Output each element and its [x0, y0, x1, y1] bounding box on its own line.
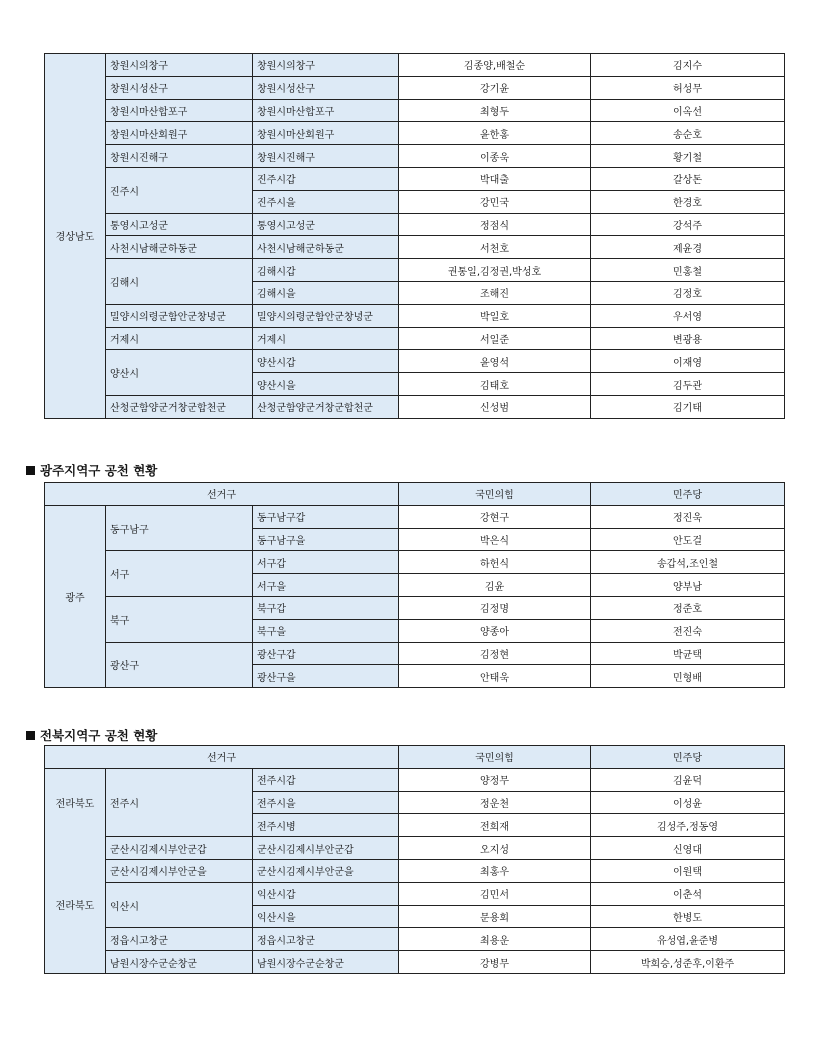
district-cell: 전주시갑 — [253, 768, 399, 791]
ppp-candidate-cell: 박일호 — [399, 304, 591, 327]
ppp-candidate-cell: 서일준 — [399, 327, 591, 350]
ppp-candidate-cell: 오지성 — [399, 837, 591, 860]
table-row — [45, 505, 785, 528]
dem-candidate-cell: 허성무 — [591, 76, 785, 99]
district-cell: 정읍시고창군 — [253, 928, 399, 951]
region-cell: 전라북도 — [45, 768, 106, 836]
ppp-candidate-cell: 신성범 — [399, 395, 591, 418]
ppp-candidate-cell: 정운천 — [399, 791, 591, 814]
district-cell: 익산시을 — [253, 905, 399, 928]
group-cell: 김해시 — [106, 259, 253, 305]
district-cell: 창원시마산합포구 — [253, 99, 399, 122]
table-row — [45, 122, 785, 145]
dem-candidate-cell: 전진숙 — [591, 619, 785, 642]
district-cell: 창원시마산회원구 — [253, 122, 399, 145]
district-cell: 창원시의창구 — [253, 54, 399, 77]
ppp-candidate-cell: 문용회 — [399, 905, 591, 928]
district-cell: 동구남구갑 — [253, 505, 399, 528]
ppp-candidate-cell: 권통일,김정권,박성호 — [399, 259, 591, 282]
header-district: 선거구 — [45, 746, 399, 769]
group-cell: 군산시김제시부안군갑 — [106, 837, 253, 860]
group-cell: 익산시 — [106, 882, 253, 928]
dem-candidate-cell: 민홍철 — [591, 259, 785, 282]
region-cell: 광주 — [45, 505, 106, 687]
table-row — [45, 304, 785, 327]
dem-candidate-cell: 김기태 — [591, 395, 785, 418]
dem-candidate-cell: 한경호 — [591, 190, 785, 213]
district-cell: 진주시을 — [253, 190, 399, 213]
table-row — [45, 236, 785, 259]
district-cell: 양산시을 — [253, 373, 399, 396]
ppp-candidate-cell: 강현구 — [399, 505, 591, 528]
district-cell: 산청군함양군거창군합천군 — [253, 395, 399, 418]
section-title-gwangju — [26, 461, 157, 479]
table-row — [45, 145, 785, 168]
group-cell: 동구남구 — [106, 505, 253, 551]
dem-candidate-cell: 김윤덕 — [591, 768, 785, 791]
group-cell: 양산시 — [106, 350, 253, 396]
district-cell: 거제시 — [253, 327, 399, 350]
district-cell: 남원시장수군순창군 — [253, 951, 399, 974]
ppp-candidate-cell: 윤한홍 — [399, 122, 591, 145]
dem-candidate-cell: 이재영 — [591, 350, 785, 373]
table-row — [45, 167, 785, 190]
ppp-candidate-cell: 김종양,배철순 — [399, 54, 591, 77]
dem-candidate-cell: 이원택 — [591, 859, 785, 882]
ppp-candidate-cell: 양종아 — [399, 619, 591, 642]
dem-candidate-cell: 제윤경 — [591, 236, 785, 259]
district-cell: 전주시병 — [253, 814, 399, 837]
dem-candidate-cell: 이춘석 — [591, 882, 785, 905]
district-cell: 군산시김제시부안군을 — [253, 859, 399, 882]
header-dem: 민주당 — [591, 483, 785, 506]
square-bullet-icon — [26, 466, 35, 475]
table-row — [45, 99, 785, 122]
section-title-text: 전북지역구 공천 현황 — [40, 728, 158, 743]
ppp-candidate-cell: 강기윤 — [399, 76, 591, 99]
gyeongnam-table — [44, 53, 785, 419]
group-cell: 창원시진해구 — [106, 145, 253, 168]
dem-candidate-cell: 양부남 — [591, 574, 785, 597]
district-cell: 광산구을 — [253, 665, 399, 688]
group-cell: 전주시 — [106, 768, 253, 836]
table-row — [45, 837, 785, 860]
jeonbuk-table — [44, 745, 785, 974]
group-cell: 거제시 — [106, 327, 253, 350]
district-cell: 익산시갑 — [253, 882, 399, 905]
ppp-candidate-cell: 양정무 — [399, 768, 591, 791]
district-cell: 양산시갑 — [253, 350, 399, 373]
district-cell: 김해시갑 — [253, 259, 399, 282]
ppp-candidate-cell: 박은식 — [399, 528, 591, 551]
dem-candidate-cell: 정준호 — [591, 596, 785, 619]
table-row — [45, 951, 785, 974]
group-cell: 통영시고성군 — [106, 213, 253, 236]
district-cell: 사천시남해군하동군 — [253, 236, 399, 259]
table-row — [45, 54, 785, 77]
group-cell: 군산시김제시부안군을 — [106, 859, 253, 882]
dem-candidate-cell: 우서영 — [591, 304, 785, 327]
district-cell: 진주시갑 — [253, 167, 399, 190]
dem-candidate-cell: 유성엽,윤준병 — [591, 928, 785, 951]
group-cell: 창원시의창구 — [106, 54, 253, 77]
table-header-row — [45, 746, 785, 769]
section-title-text: 광주지역구 공천 현황 — [40, 463, 158, 478]
ppp-candidate-cell: 하헌식 — [399, 551, 591, 574]
district-cell: 군산시김제시부안군갑 — [253, 837, 399, 860]
dem-candidate-cell: 김성주,정동영 — [591, 814, 785, 837]
ppp-candidate-cell: 김정현 — [399, 642, 591, 665]
group-cell: 서구 — [106, 551, 253, 597]
table-row — [45, 551, 785, 574]
ppp-candidate-cell: 김정명 — [399, 596, 591, 619]
ppp-candidate-cell: 최형두 — [399, 99, 591, 122]
ppp-candidate-cell: 안태욱 — [399, 665, 591, 688]
table-row — [45, 76, 785, 99]
ppp-candidate-cell: 윤영석 — [399, 350, 591, 373]
district-cell: 서구갑 — [253, 551, 399, 574]
ppp-candidate-cell: 전희재 — [399, 814, 591, 837]
dem-candidate-cell: 강석주 — [591, 213, 785, 236]
district-cell: 북구갑 — [253, 596, 399, 619]
district-cell: 광산구갑 — [253, 642, 399, 665]
group-cell: 사천시남해군하동군 — [106, 236, 253, 259]
district-cell: 동구남구을 — [253, 528, 399, 551]
ppp-candidate-cell: 김민서 — [399, 882, 591, 905]
section-title-jeonbuk — [26, 726, 157, 744]
group-cell: 창원시마산합포구 — [106, 99, 253, 122]
dem-candidate-cell: 김지수 — [591, 54, 785, 77]
ppp-candidate-cell: 최용운 — [399, 928, 591, 951]
gwangju-table — [44, 482, 785, 688]
group-cell: 광산구 — [106, 642, 253, 688]
district-cell: 서구을 — [253, 574, 399, 597]
ppp-candidate-cell: 박대출 — [399, 167, 591, 190]
dem-candidate-cell: 박균택 — [591, 642, 785, 665]
ppp-candidate-cell: 서천호 — [399, 236, 591, 259]
dem-candidate-cell: 송순호 — [591, 122, 785, 145]
ppp-candidate-cell: 김태호 — [399, 373, 591, 396]
dem-candidate-cell: 김두관 — [591, 373, 785, 396]
ppp-candidate-cell: 강민국 — [399, 190, 591, 213]
group-cell: 남원시장수군순창군 — [106, 951, 253, 974]
header-ppp: 국민의힘 — [399, 483, 591, 506]
ppp-candidate-cell: 최홍우 — [399, 859, 591, 882]
region-cell: 전라북도 — [45, 837, 106, 974]
region-cell: 경상남도 — [45, 54, 106, 419]
dem-candidate-cell: 송갑석,조인철 — [591, 551, 785, 574]
table-row — [45, 596, 785, 619]
ppp-candidate-cell: 조해진 — [399, 281, 591, 304]
square-bullet-icon — [26, 731, 35, 740]
district-cell: 밀양시의령군함안군창녕군 — [253, 304, 399, 327]
dem-candidate-cell: 김정호 — [591, 281, 785, 304]
table-row — [45, 327, 785, 350]
dem-candidate-cell: 이성윤 — [591, 791, 785, 814]
table-row — [45, 259, 785, 282]
header-ppp: 국민의힘 — [399, 746, 591, 769]
header-district: 선거구 — [45, 483, 399, 506]
group-cell: 밀양시의령군함안군창녕군 — [106, 304, 253, 327]
group-cell: 정읍시고창군 — [106, 928, 253, 951]
ppp-candidate-cell: 정점식 — [399, 213, 591, 236]
dem-candidate-cell: 박희승,성준후,이환주 — [591, 951, 785, 974]
table-row — [45, 928, 785, 951]
group-cell: 진주시 — [106, 167, 253, 213]
table-row — [45, 213, 785, 236]
dem-candidate-cell: 정진욱 — [591, 505, 785, 528]
table-row — [45, 768, 785, 791]
ppp-candidate-cell: 이종욱 — [399, 145, 591, 168]
dem-candidate-cell: 변광용 — [591, 327, 785, 350]
dem-candidate-cell: 민형배 — [591, 665, 785, 688]
table-row — [45, 642, 785, 665]
dem-candidate-cell: 한병도 — [591, 905, 785, 928]
dem-candidate-cell: 이옥선 — [591, 99, 785, 122]
group-cell: 산청군함양군거창군합천군 — [106, 395, 253, 418]
table-row — [45, 859, 785, 882]
district-cell: 김해시을 — [253, 281, 399, 304]
ppp-candidate-cell: 강병무 — [399, 951, 591, 974]
district-cell: 전주시을 — [253, 791, 399, 814]
district-cell: 북구을 — [253, 619, 399, 642]
table-row — [45, 882, 785, 905]
ppp-candidate-cell: 김윤 — [399, 574, 591, 597]
dem-candidate-cell: 신영대 — [591, 837, 785, 860]
dem-candidate-cell: 안도걸 — [591, 528, 785, 551]
group-cell: 창원시성산구 — [106, 76, 253, 99]
header-dem: 민주당 — [591, 746, 785, 769]
district-cell: 통영시고성군 — [253, 213, 399, 236]
district-cell: 창원시진해구 — [253, 145, 399, 168]
group-cell: 창원시마산회원구 — [106, 122, 253, 145]
district-cell: 창원시성산구 — [253, 76, 399, 99]
dem-candidate-cell: 갈상돈 — [591, 167, 785, 190]
dem-candidate-cell: 황기철 — [591, 145, 785, 168]
group-cell: 북구 — [106, 596, 253, 642]
table-header-row — [45, 483, 785, 506]
table-row — [45, 350, 785, 373]
table-row — [45, 395, 785, 418]
